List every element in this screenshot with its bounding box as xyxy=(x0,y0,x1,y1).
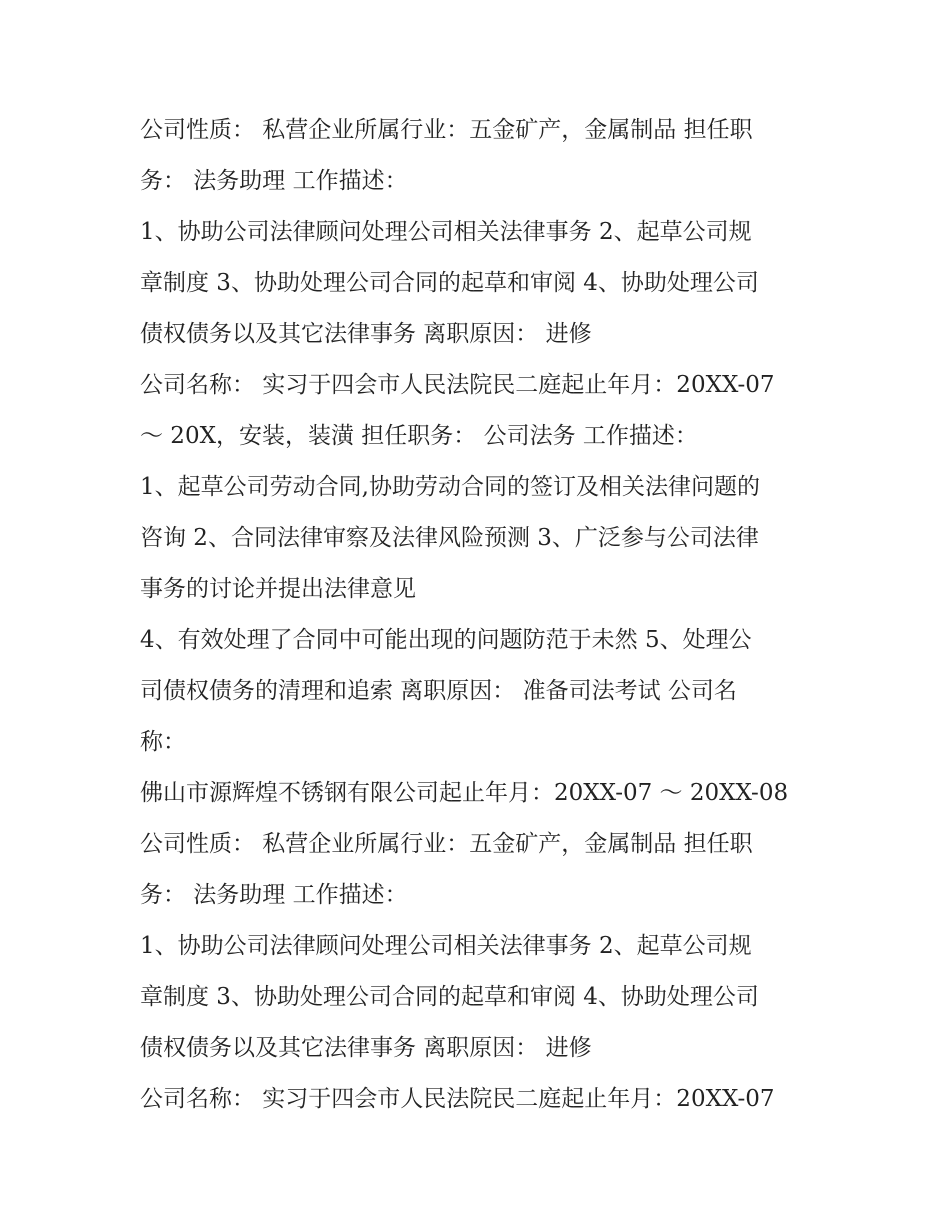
text-line: 1、协助公司法律顾问处理公司相关法律事务 2、起草公司规 xyxy=(140,933,752,959)
document-body xyxy=(140,105,820,1125)
text-line: 公司名称： 实习于四会市人民法院民二庭起止年月：20XX-07 xyxy=(140,1086,775,1112)
text-line: 公司名称： 实习于四会市人民法院民二庭起止年月：20XX-07 xyxy=(140,372,775,398)
text-line: 务： 法务助理 工作描述： xyxy=(140,168,408,194)
text-line: ～ 20X，安装，装潢 担任职务： 公司法务 工作描述： xyxy=(140,423,698,449)
text-line: 债权债务以及其它法律事务 离职原因： 进修 xyxy=(140,321,592,347)
text-line: 务： 法务助理 工作描述： xyxy=(140,882,408,908)
text-line: 称： xyxy=(140,729,186,755)
text-line: 章制度 3、协助处理公司合同的起草和审阅 4、协助处理公司 xyxy=(140,270,759,296)
text-line: 咨询 2、合同法律审察及法律风险预测 3、广泛参与公司法律 xyxy=(140,525,759,551)
text-line: 1、协助公司法律顾问处理公司相关法律事务 2、起草公司规 xyxy=(140,219,752,245)
text-line: 章制度 3、协助处理公司合同的起草和审阅 4、协助处理公司 xyxy=(140,984,759,1010)
text-line: 债权债务以及其它法律事务 离职原因： 进修 xyxy=(140,1035,592,1061)
text-line: 公司性质： 私营企业所属行业：五金矿产，金属制品 担任职 xyxy=(140,831,753,857)
text-line: 4、有效处理了合同中可能出现的问题防范于未然 5、处理公 xyxy=(140,627,752,653)
text-line: 1、起草公司劳动合同,协助劳动合同的签订及相关法律问题的 xyxy=(140,474,760,500)
text-line: 事务的讨论并提出法律意见 xyxy=(140,576,416,602)
text-line: 公司性质： 私营企业所属行业：五金矿产，金属制品 担任职 xyxy=(140,117,753,143)
text-line: 司债权债务的清理和追索 离职原因： 准备司法考试 公司名 xyxy=(140,678,737,704)
text-line: 佛山市源辉煌不锈钢有限公司起止年月：20XX-07 ～ 20XX-08 xyxy=(140,780,789,806)
